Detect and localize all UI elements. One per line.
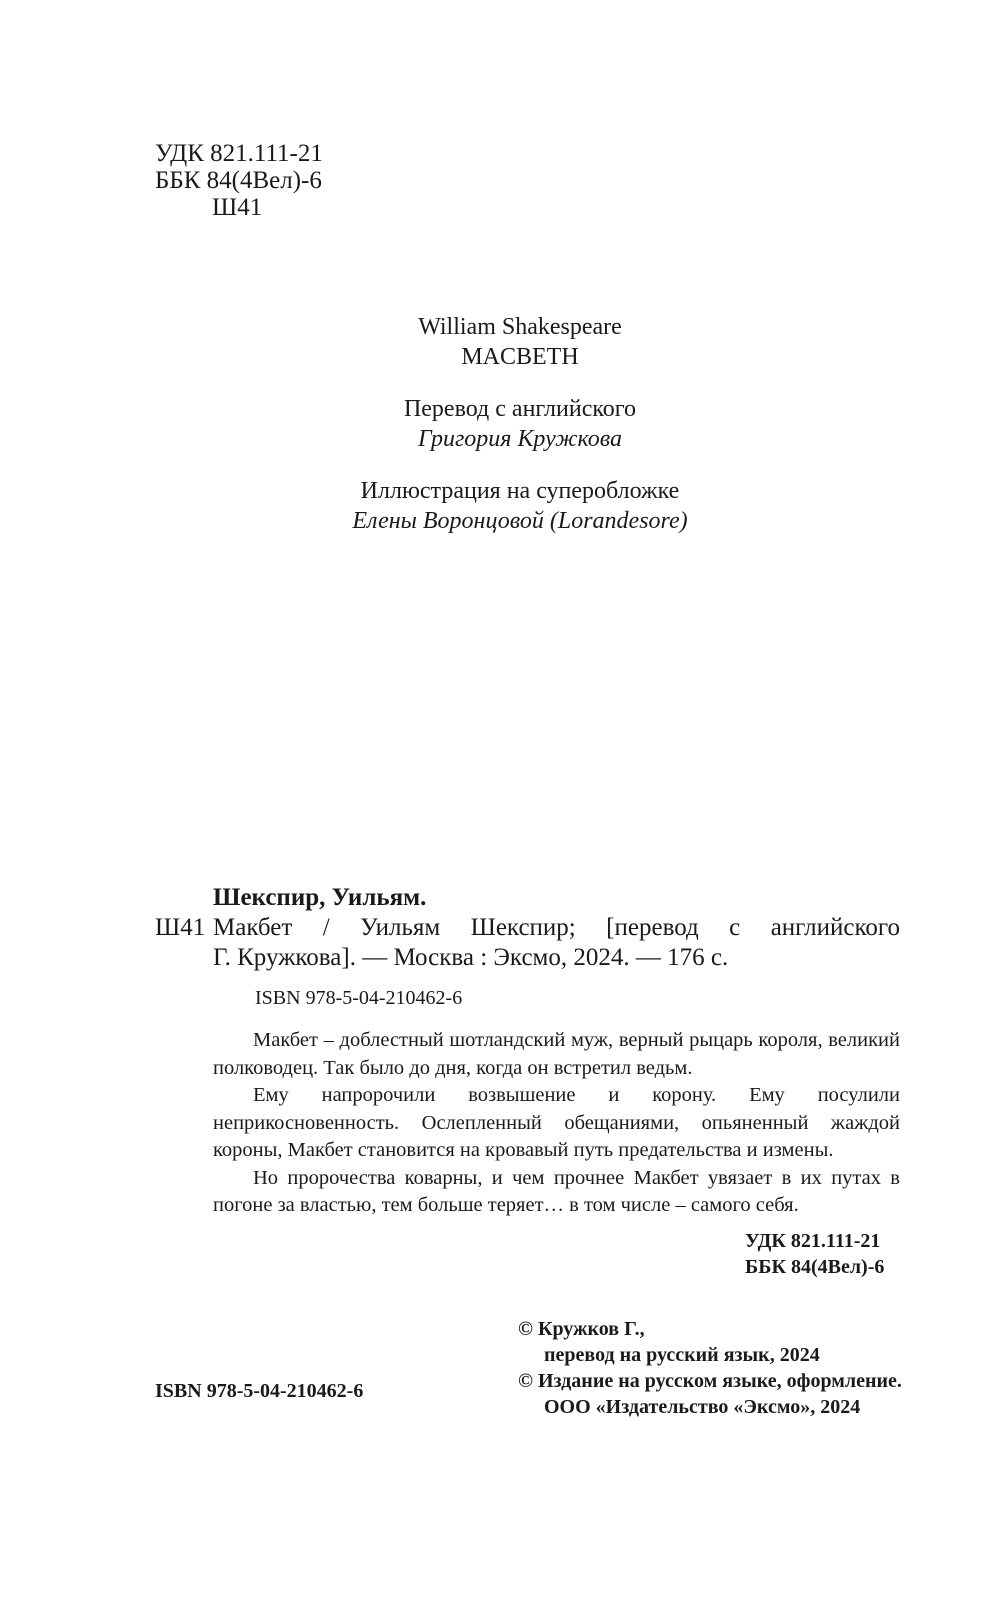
- copyright-block: [518, 1316, 902, 1420]
- record-title-line-1: Макбет / Уильям Шекспир; [перевод с английского: [213, 914, 900, 941]
- credits-block: [300, 312, 740, 558]
- annotation: [213, 1027, 900, 1220]
- illustrator-name: Елены Воронцовой (Lorandesore): [352, 508, 688, 534]
- author-mark: Ш41: [212, 194, 263, 221]
- udk-code-bottom: УДК 821.111-21: [745, 1230, 881, 1252]
- annotation-paragraph: Ему напророчили возвышение и корону. Ему посулили неприкосновенность. Ослепленный обещаниями, опьяненный жаждой короны, Макбет становится на кровавый путь предательства и измены.: [213, 1084, 900, 1161]
- translation-group: [300, 394, 740, 454]
- classification-header: [155, 140, 323, 221]
- record-title-line-2: Г. Кружкова]. — Москва : Эксмо, 2024. — 176 с.: [213, 944, 729, 971]
- bbk-code-bottom: ББК 84(4Вел)-6: [745, 1256, 885, 1278]
- translation-label: Перевод с английского: [403, 396, 637, 422]
- original-author: William Shakespeare: [418, 314, 622, 340]
- annotation-paragraph: Макбет – доблестный шотландский муж, верный рыцарь короля, великий полководец. Так было до дня, когда он встретил ведьм.: [213, 1029, 900, 1079]
- bbk-code: ББК 84(4Вел)-6: [155, 167, 322, 194]
- isbn-bottom: ISBN 978-5-04-210462-6: [155, 1380, 364, 1402]
- record-isbn: ISBN 978-5-04-210462-6: [255, 987, 463, 1009]
- illustration-group: [300, 476, 740, 536]
- record-author: Шекспир, Уильям.: [213, 884, 427, 911]
- copyright-line: © Издание на русском языке, оформление.: [518, 1370, 902, 1392]
- classification-footer: [745, 1228, 884, 1280]
- copyright-line: перевод на русский язык, 2024: [544, 1344, 820, 1366]
- record-code: Ш41: [155, 914, 206, 941]
- udk-code: УДК 821.111-21: [155, 140, 323, 167]
- original-title: MACBETH: [461, 344, 579, 370]
- copyright-line: © Кружков Г.,: [518, 1318, 645, 1340]
- annotation-paragraph: Но пророчества коварны, и чем прочнее Макбет увязает в их путах в погоне за властью, тем больше теряет… в том числе – самого себя.: [213, 1166, 900, 1216]
- translator-name: Григория Кружкова: [417, 426, 623, 452]
- illustration-label: Иллюстрация на суперобложке: [360, 478, 680, 504]
- original-title-group: [300, 312, 740, 372]
- copyright-line: ООО «Издательство «Эксмо», 2024: [544, 1396, 861, 1418]
- record-title-row: [155, 913, 900, 943]
- bibliographic-record: [155, 883, 900, 1011]
